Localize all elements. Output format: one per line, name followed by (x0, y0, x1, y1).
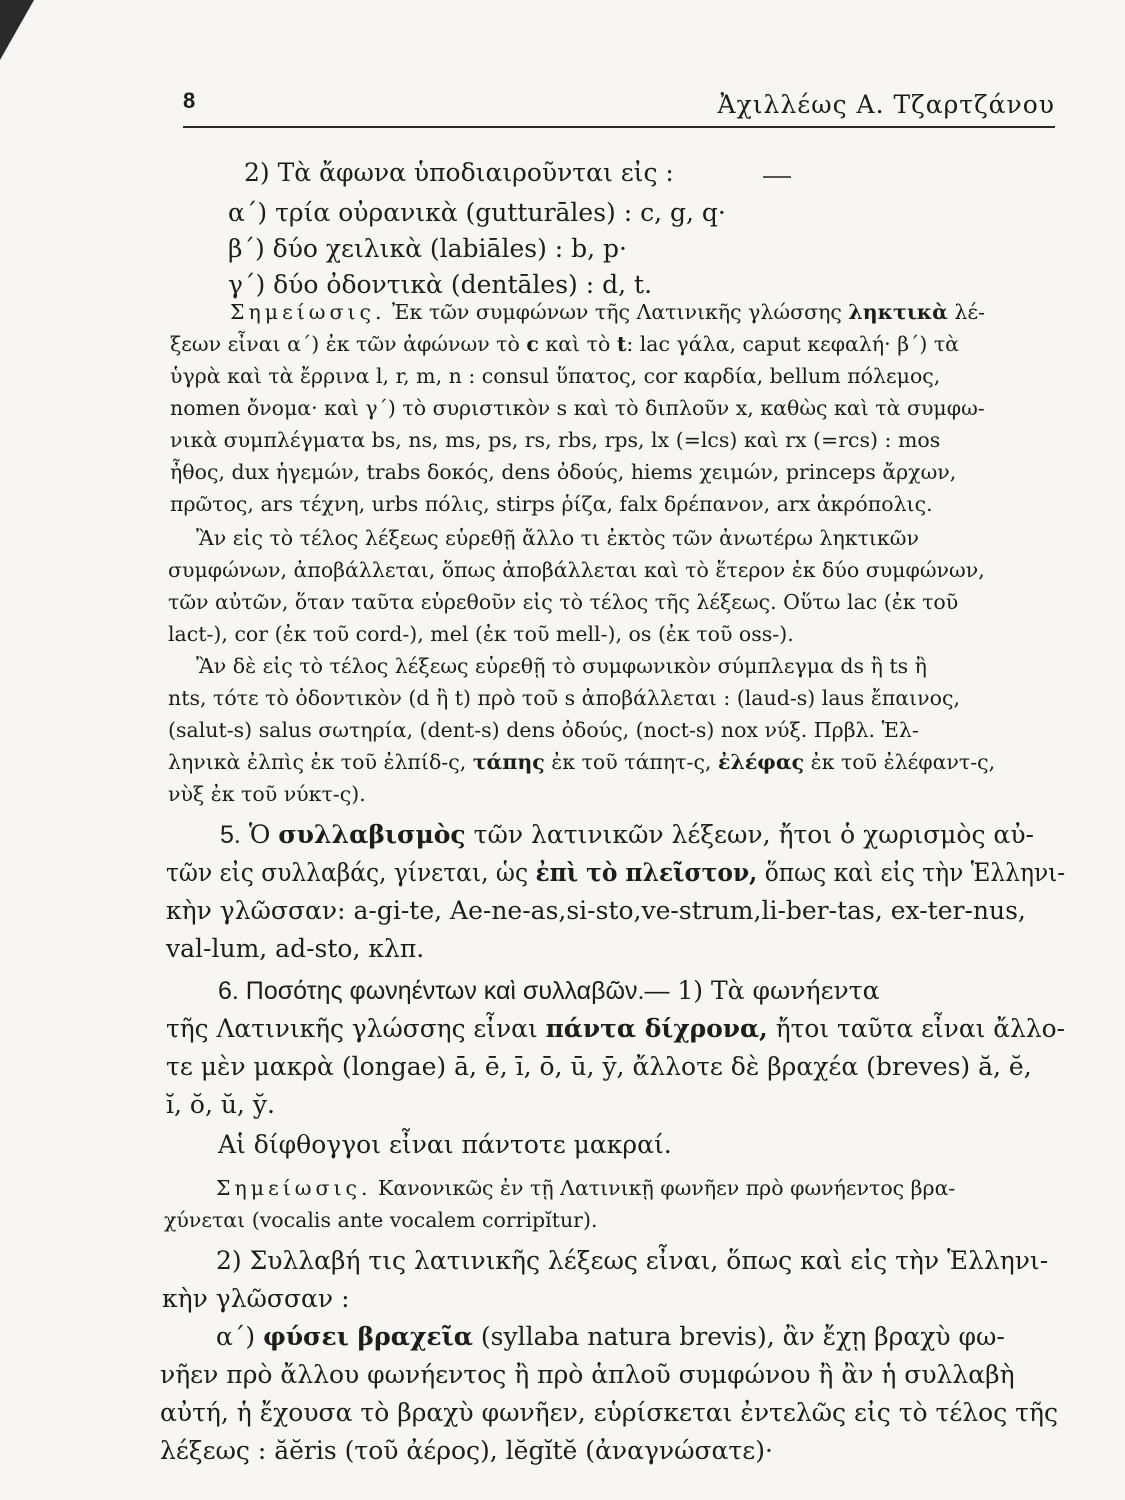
section-6-heading: 6. Ποσότης φωνηέντων καὶ συλλαβῶν.— (218, 977, 670, 1005)
paragraph-line: nts, τότε τὸ ὀδοντικὸν (d ἢ t) πρὸ τοῦ s ἀποβάλλεται : (laud-s) laus ἔπαινος, (168, 686, 960, 710)
note-line: ξεων εἶναι α΄) ἐκ τῶν ἀφώνων τὸ c καὶ τὸ t: lac γάλα, caput κεφαλή· β΄) τὰ (170, 332, 960, 356)
paragraph-line: λέξεως : ăĕris (τοῦ ἀέρος), lĕgĭtĕ (ἀναγνώσατε)· (160, 1436, 773, 1465)
paragraph-line: ληνικὰ ἐλπὶς ἐκ τοῦ ἐλπίδ-ς, τάπης ἐκ τοῦ τάπητ-ς, ἐλέφας ἐκ τοῦ ἐλέφαντ-ς, (168, 750, 996, 774)
note-line: χύνεται (vocalis ante vocalem corripĭtur). (164, 1208, 598, 1232)
note-line: ἦθος, dux ἡγεμών, trabs δοκός, dens ὀδούς, hiems χειμών, princeps ἄρχων, (170, 460, 957, 484)
note-label: Σημείωσις. (230, 300, 386, 324)
paragraph-line: lact-), cor (ἐκ τοῦ cord-), mel (ἐκ τοῦ mell-), os (ἐκ τοῦ oss-). (168, 622, 794, 646)
paragraph-line: αὐτή, ἡ ἔχουσα τὸ βραχὺ φωνῆεν, εὑρίσκεται ἐντελῶς εἰς τὸ τέλος τῆς (160, 1398, 1058, 1427)
section-6-line: Αἱ δίφθογγοι εἶναι πάντοτε μακραί. (218, 1130, 672, 1159)
paragraph-line: νὺξ ἐκ τοῦ νύκτ-ς). (168, 782, 366, 806)
section-5-line: κὴν γλῶσσαν: a-gi-te, Ae-ne-as,si-sto,ve-strum,li-ber-tas, ex-ter-nus, (166, 896, 1026, 925)
list-item-dentals: γ΄) δύο ὀδοντικὰ (dentāles) : d, t. (228, 270, 653, 299)
section-5-line: 5. Ὁ συλλαβισμὸς τῶν λατινικῶν λέξεων, ἤτοι ὁ χωρισμὸς αὐ- (220, 820, 1034, 849)
note-line: Σημείωσις. Ἐκ τῶν συμφώνων τῆς Λατινικῆς γλώσσης ληκτικὰ λέ- (230, 300, 985, 324)
paragraph-line: Ἂν δὲ εἰς τὸ τέλος λέξεως εὑρεθῇ τὸ συμφωνικὸν σύμπλεγμα ds ἢ ts ἢ (196, 654, 927, 678)
paragraph-line: τῶν αὐτῶν, ὅταν ταῦτα εὑρεθοῦν εἰς τὸ τέλος τῆς λέξεως. Οὕτω lac (ἐκ τοῦ (168, 590, 959, 614)
list-item-gutturals: α΄) τρία οὐρανικὰ (gutturāles) : c, g, q· (228, 198, 726, 227)
paragraph-line: (salut-s) salus σωτηρία, (dent-s) dens ὀδούς, (noct-s) nox νύξ. Πρβλ. Ἑλ- (168, 718, 919, 742)
note-line: πρῶτος, ars τέχνη, urbs πόλις, stirps ῥίζα, falx δρέπανον, arx ἀκρόπολις. (170, 492, 933, 516)
page-corner-fold (0, 0, 34, 60)
paragraph-line: α΄) φύσει βραχεῖα (syllaba natura brevis), ἂν ἔχῃ βραχὺ φω- (216, 1322, 1005, 1351)
paragraph-line: κὴν γλῶσσαν : (162, 1284, 350, 1313)
section-5-line: τῶν εἰς συλλαβάς, γίνεται, ὡς ἐπὶ τὸ πλεῖστον, ὅπως καὶ εἰς τὴν Ἑλληνι- (166, 858, 1066, 887)
section-6-line: τε μὲν μακρὰ (longae) ā, ē, ī, ō, ū, ȳ, ἄλλοτε δὲ βραχέα (breves) ă, ĕ, (166, 1052, 1032, 1081)
margin-dash (763, 176, 791, 178)
section-6-line: 6. Ποσότης φωνηέντων καὶ συλλαβῶν.— 1) Τὰ φωνήεντα (218, 976, 880, 1005)
paragraph-line: 2) Συλλαβή τις λατινικῆς λέξεως εἶναι, ὅπως καὶ εἰς τὴν Ἑλληνι- (216, 1246, 1049, 1275)
paragraph-line: συμφώνων, ἀποβάλλεται, ὅπως ἀποβάλλεται καὶ τὸ ἕτερον ἐκ δύο συμφώνων, (168, 558, 985, 582)
section-5-line: val-lum, ad-sto, κλπ. (166, 934, 425, 963)
page-header (183, 86, 1055, 128)
note-line: nomen ὄνομα· καὶ γ΄) τὸ συριστικὸν s καὶ τὸ διπλοῦν x, καθὼς καὶ τὰ συμφω- (170, 396, 985, 420)
section-6-line: τῆς Λατινικῆς γλώσσης εἶναι πάντα δίχρονα, ἤτοι ταῦτα εἶναι ἄλλο- (166, 1014, 1065, 1043)
list-intro: 2) Τὰ ἄφωνα ὑποδιαιροῦνται εἰς : (244, 158, 674, 187)
note-label: Σημείωσις. (216, 1176, 372, 1200)
list-item-labials: β΄) δύο χειλικὰ (labiāles) : b, p· (228, 234, 627, 263)
section-6-line: ĭ, ŏ, ŭ, y̆. (166, 1090, 275, 1119)
page-number: 8 (183, 88, 196, 113)
note-line: Σημείωσις. Κανονικῶς ἐν τῇ Λατινικῇ φωνῆεν πρὸ φωνήεντος βρα- (216, 1176, 956, 1200)
paragraph-line: νῆεν πρὸ ἄλλου φωνήεντος ἢ πρὸ ἁπλοῦ συμφώνου ἢ ἂν ἡ συλλαβὴ (160, 1360, 1015, 1389)
paragraph-line: Ἂν εἰς τὸ τέλος λέξεως εὑρεθῇ ἄλλο τι ἐκτὸς τῶν ἀνωτέρω ληκτικῶν (196, 526, 919, 550)
note-line: νικὰ συμπλέγματα bs, ns, ms, ps, rs, rbs, rps, lx (=lcs) καὶ rx (=rcs) : mos (170, 428, 941, 452)
section-number: 5. (220, 821, 241, 849)
running-head: Ἀχιλλέως Α. Τζαρτζάνου (717, 90, 1055, 119)
note-line: ὑγρὰ καὶ τὰ ἔρρινα l, r, m, n : consul ὕπατος, cor καρδία, bellum πόλεμος, (170, 364, 941, 388)
